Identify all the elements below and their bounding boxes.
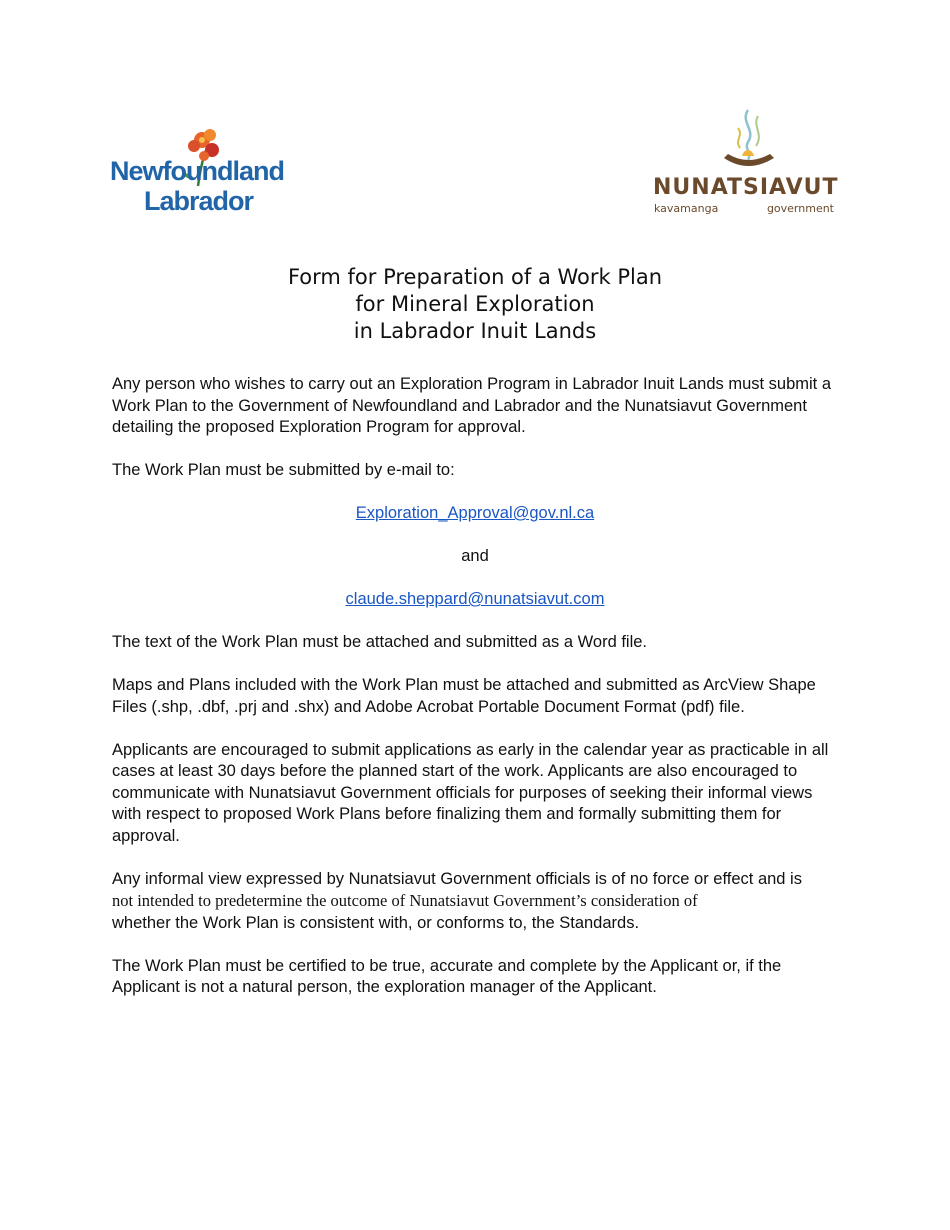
informal-view-paragraph	[112, 869, 838, 935]
logo-text-labrador: Labrador	[144, 186, 254, 216]
word-file-paragraph: The text of the Work Plan must be attached and submitted as a Word file.	[112, 633, 648, 651]
and-text: and	[461, 547, 489, 565]
newfoundland-labrador-logo	[110, 126, 288, 218]
submit-instruction: The Work Plan must be submitted by e-mail to:	[112, 461, 455, 479]
maps-paragraph: Maps and Plans included with the Work Plan must be attached and submitted as ArcView Shape Files (.shp, .dbf, .prj and .shx) and Adobe Acrobat Portable Document Format (pdf) file.	[112, 676, 816, 716]
qulliq-lamp-icon	[648, 108, 838, 174]
logo-text-kavamanga: kavamanga	[654, 202, 719, 215]
document-title	[0, 264, 950, 345]
title-line-2: for Mineral Exploration	[355, 292, 595, 316]
email-link-claude-sheppard[interactable]: claude.sheppard@nunatsiavut.com	[345, 590, 605, 608]
title-line-3: in Labrador Inuit Lands	[353, 319, 597, 343]
applicants-paragraph: Applicants are encouraged to submit applications as early in the calendar year as practicable in all cases at least 30 days before the planned start of the work. Applicants are also encouraged to communicate with Nunatsiavut Government officials for purposes of seeking their informal views with respect to proposed Work Plans before finalizing them and formally submitting them for approval.	[112, 740, 829, 845]
title-line-1: Form for Preparation of a Work Plan	[287, 265, 663, 289]
document-body	[112, 374, 838, 1020]
informal-view-line-3: whether the Work Plan is consistent with, or conforms to, the Standards.	[112, 913, 640, 932]
intro-paragraph: Any person who wishes to carry out an Exploration Program in Labrador Inuit Lands must submit a Work Plan to the Government of Newfoundland and Labrador and the Nunatsiavut Government detailing the proposed Exploration Program for approval.	[112, 375, 832, 436]
logo-text-government: government	[766, 202, 834, 215]
email-link-exploration-approval[interactable]: Exploration_Approval@gov.nl.ca	[355, 504, 595, 522]
email-1-line	[112, 503, 838, 525]
informal-view-line-1: Any informal view expressed by Nunatsiavut Government officials is of no force or effect and is	[112, 869, 802, 888]
logo-text-newfoundland: Newfoundland	[110, 156, 284, 186]
logo-text-nunatsiavut: NUNATSIAVUT	[653, 175, 839, 200]
certified-paragraph: The Work Plan must be certified to be true, accurate and complete by the Applicant or, if the Applicant is not a natural person, the exploration manager of the Applicant.	[112, 956, 782, 996]
nunatsiavut-logo	[648, 108, 838, 220]
email-2-line	[112, 589, 838, 611]
informal-view-line-2: not intended to predetermine the outcome of Nunatsiavut Government’s consideration of	[112, 891, 698, 910]
